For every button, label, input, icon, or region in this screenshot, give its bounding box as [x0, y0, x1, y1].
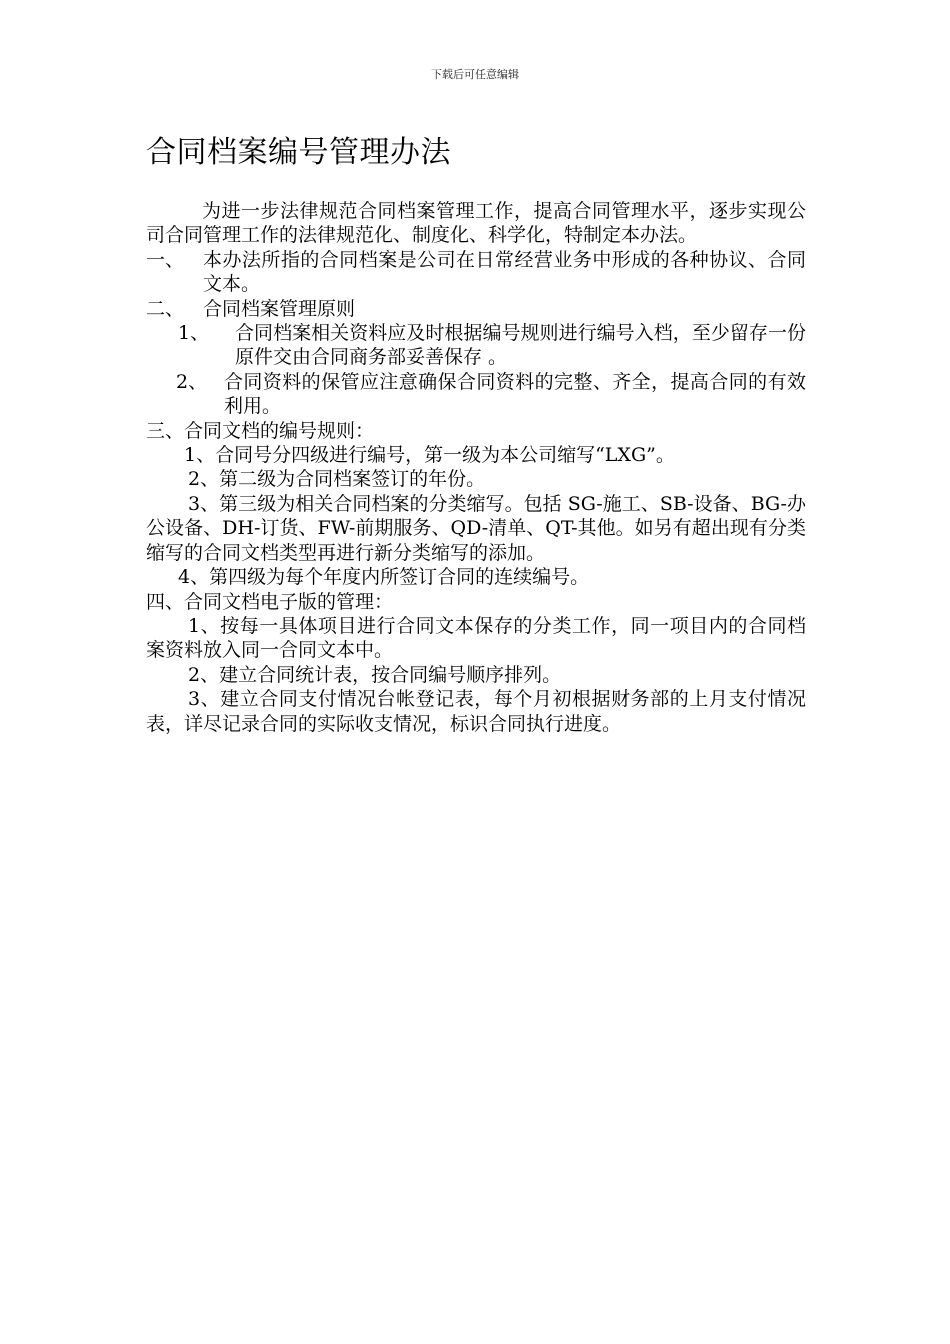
item-number: 2、 [176, 370, 208, 393]
document-title: 合同档案编号管理办法 [146, 135, 451, 170]
item-number: 1、 [178, 322, 210, 345]
section-3-heading: 三、合同文档的编号规则： [146, 419, 375, 442]
section-3-item-4: 4、第四级为每个年度内所签订合同的连续编号。 [178, 566, 590, 589]
section-3-item-3: 3、第三级为相关合同档案的分类缩写。包括 SG-施工、SB-设备、BG-办公设备、DH-订货、FW-前期服务、QD-清单、QT-其他。如另有超出现有分类缩写的合同文档类型再进行新分类缩写的添加。 [146, 492, 806, 564]
section-text: 合同档案管理原则 [203, 297, 356, 320]
section-text: 本办法所指的合同档案是公司在日常经营业务中形成的各种协议、合同文本。 [203, 248, 806, 296]
section-3-item-2: 2、第二级为合同档案签订的年份。 [188, 468, 486, 491]
section-number: 二、 [146, 297, 185, 320]
section-4-item-1: 1、按每一具体项目进行合同文本保存的分类工作，同一项目内的合同档案资料放入同一合同文本中。 [146, 614, 806, 662]
section-4-item-3: 3、建立合同支付情况台帐登记表，每个月初根据财务部的上月支付情况表，详尽记录合同的实际收支情况，标识合同执行进度。 [146, 688, 806, 735]
item-text: 合同资料的保管应注意确保合同资料的完整、齐全，提高合同的有效利用。 [224, 370, 806, 418]
section-number: 一、 [146, 248, 185, 271]
section-3-item-1: 1、合同号分四级进行编号，第一级为本公司缩写“LXG”。 [184, 444, 675, 467]
section-4-item-2: 2、建立合同统计表，按合同编号顺序排列。 [188, 663, 562, 686]
document-body [146, 199, 806, 736]
item-text: 合同档案相关资料应及时根据编号规则进行编号入档，至少留存一份原件交由合同商务部妥善保存 。 [235, 322, 806, 369]
section-4-heading: 四、合同文档电子版的管理： [146, 590, 394, 613]
section-2-item-2 [146, 370, 806, 419]
section-1 [146, 248, 806, 297]
section-2-heading [146, 297, 806, 321]
page-header: 下载后可任意编辑 [431, 68, 519, 81]
section-2-item-1 [146, 321, 806, 370]
intro-paragraph: 为进一步法律规范合同档案管理工作，提高合同管理水平，逐步实现公司合同管理工作的法律规范化、制度化、科学化，特制定本办法。 [146, 200, 806, 247]
